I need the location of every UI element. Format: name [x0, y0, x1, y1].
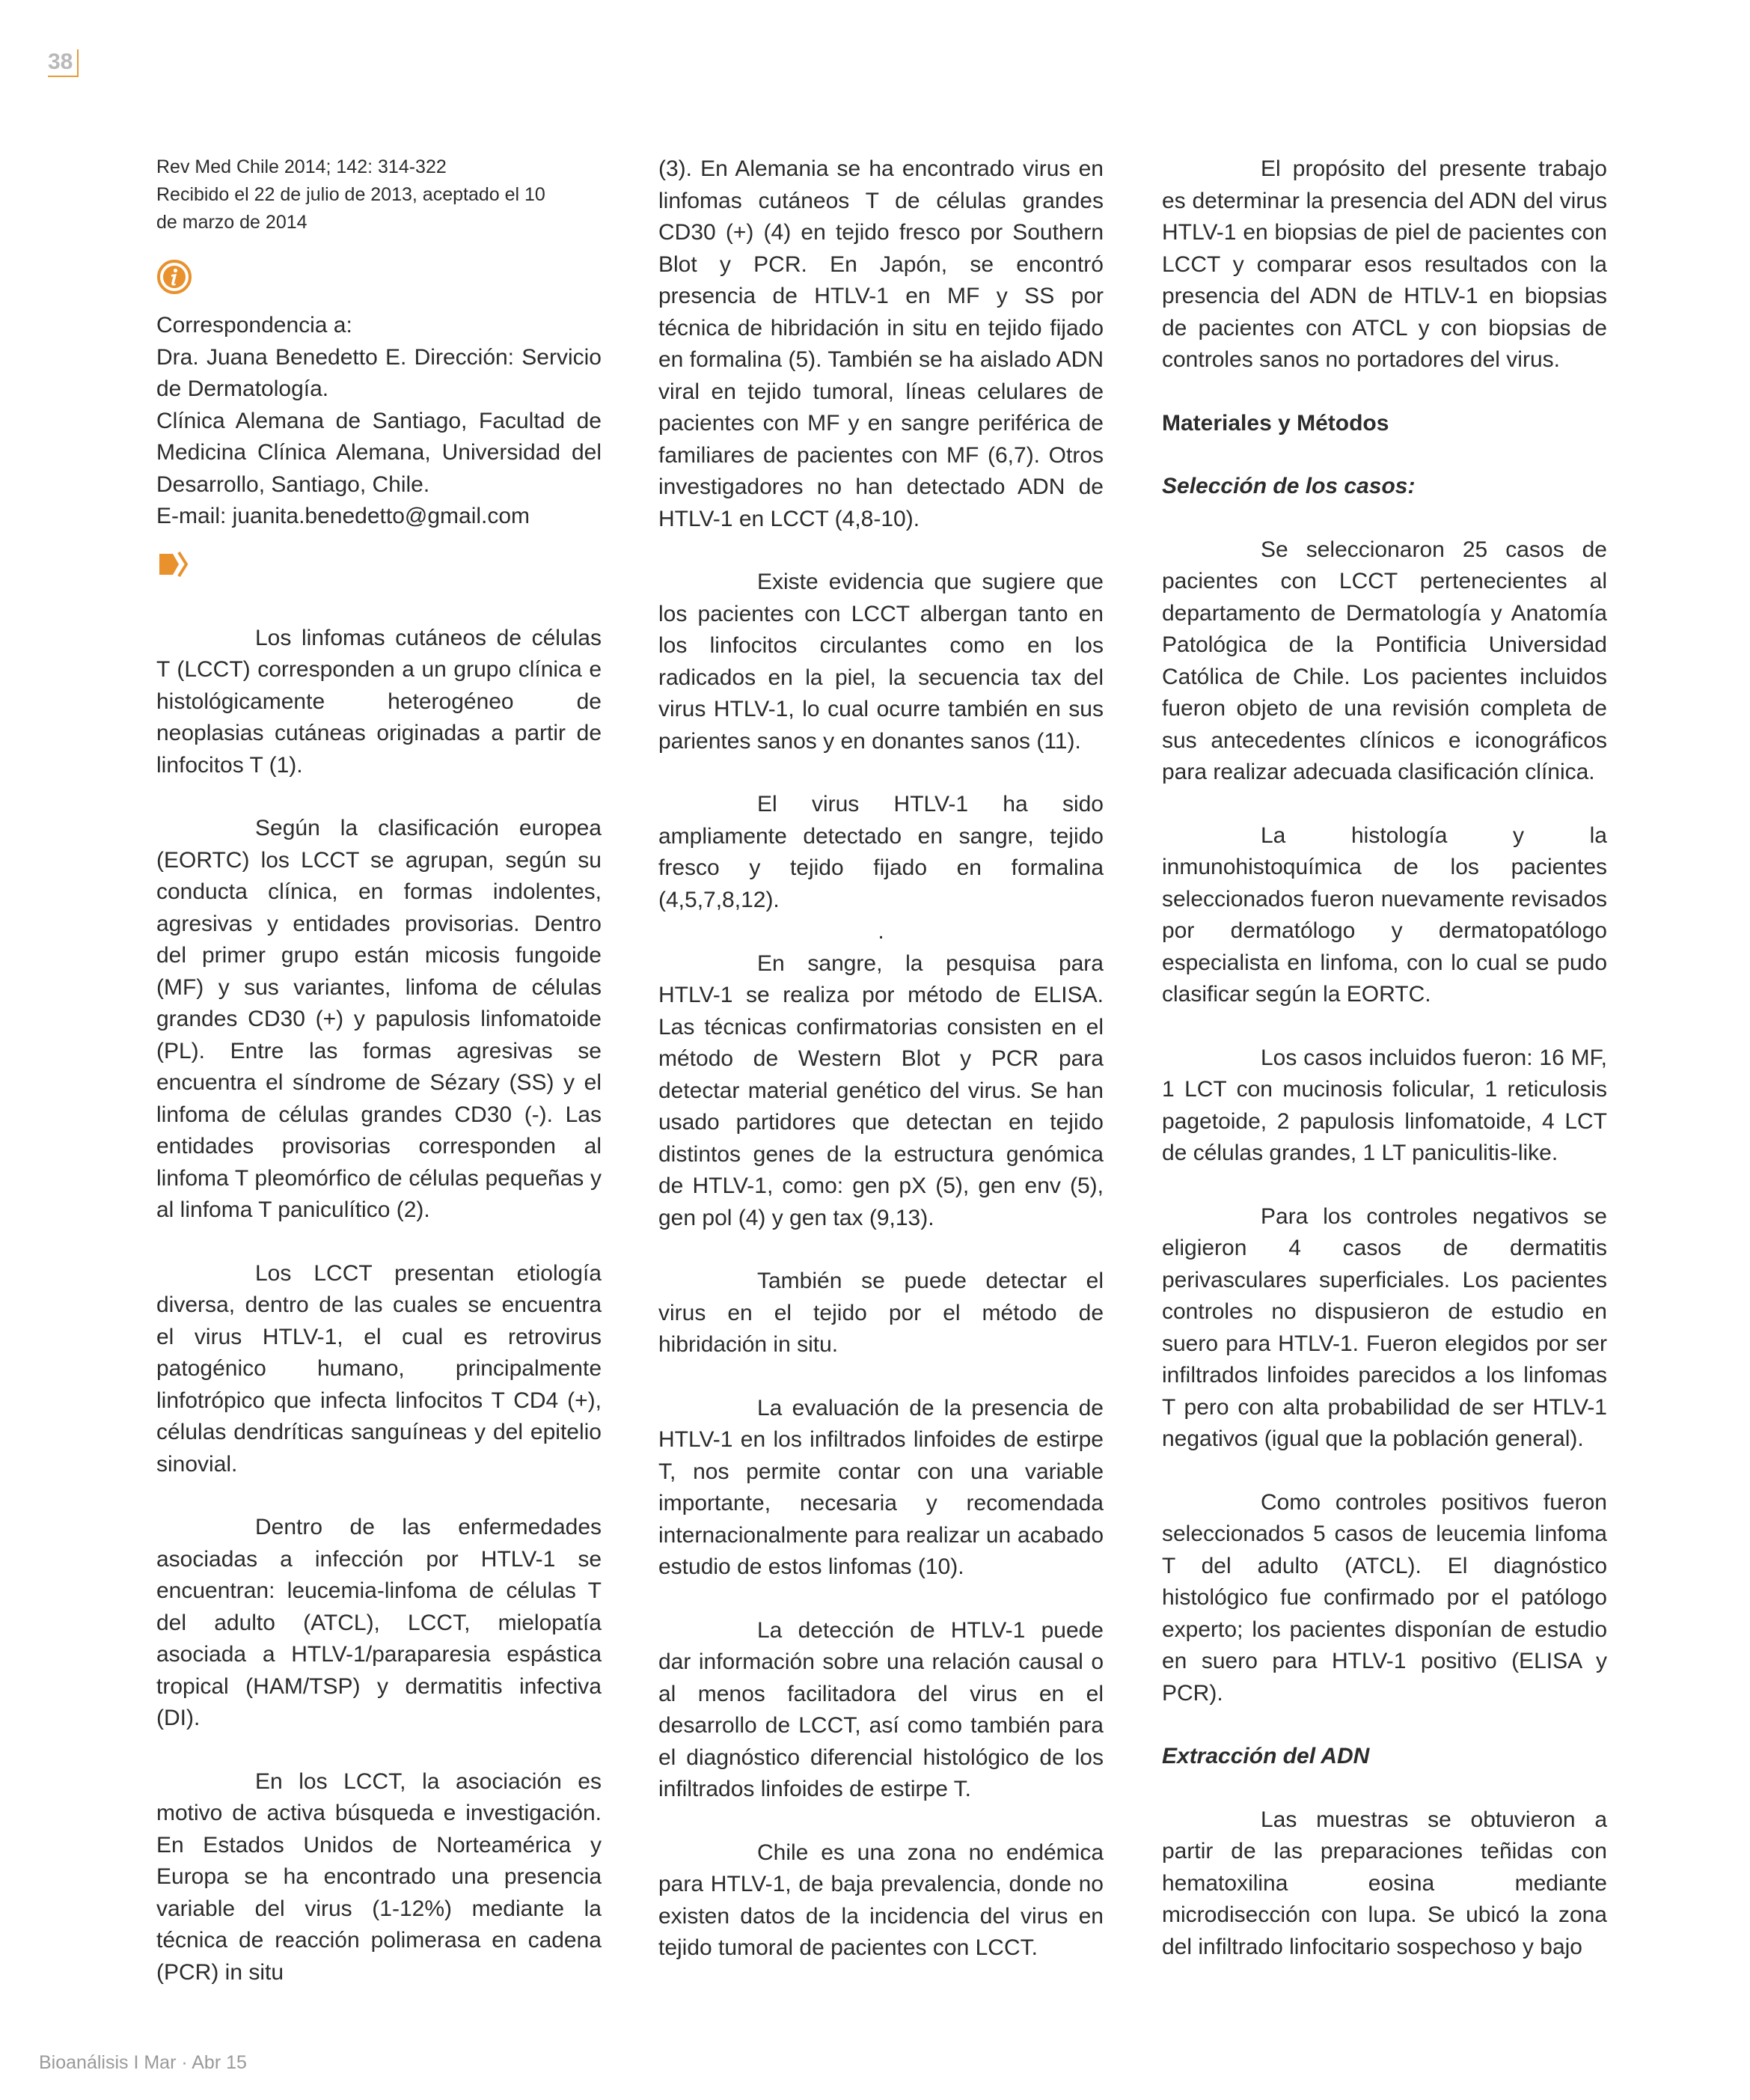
subheading-dna-extraction: Extracción del ADN: [1162, 1744, 1370, 1768]
section-heading-methods: Materiales y Métodos: [1162, 410, 1389, 436]
col3-paragraph-5: Para los controles negativos se eligieron 4 casos de dermatitis perivasculares superficiales. Los pacientes controles no dispusieron de estudio en suero para HTLV-1. Fueron elegidos por ser infiltrados linfoides parecidos a los linfomas T pero con alta probabilidad de ser HTLV-1 negativos (igual que la población general).: [1162, 1203, 1607, 1451]
col2-paragraph-6: La evaluación de la presencia de HTLV-1 en los infiltrados linfoides de estirpe T, nos permite contar con una variable importante, necesaria y recomendada internacionalmente para realizar un acabado estudio de estos linfomas (10).: [658, 1395, 1104, 1579]
intro-paragraph-3: Los LCCT presentan etiología diversa, dentro de las cuales se encuentra el virus HTLV-1, el cual es retrovirus patogénico humano, principalmente linfotrópico que infecta linfocitos T CD4 (+), células dendríticas sanguíneas y del epitelio sinovial.: [156, 1260, 602, 1477]
col3-paragraph-7: Las muestras se obtuvieron a partir de las preparaciones teñidas con hematoxilina eosina mediante microdisección con lupa. Se ubicó la zona del infiltrado linfocitario sospechoso y bajo: [1162, 1807, 1607, 1959]
page-footer: Bioanálisis I Mar · Abr 15: [39, 2052, 247, 2073]
col2-paragraph-8: Chile es una zona no endémica para HTLV-1, de baja prevalencia, donde no existen datos de la incidencia del virus en tejido tumoral de pacientes con LCCT.: [658, 1840, 1104, 1960]
received-date-line-1: Recibido el 22 de julio de 2013, aceptado el 10: [156, 184, 545, 205]
info-circle-icon: [156, 259, 192, 295]
column-3: [1162, 153, 1607, 1994]
correspondence-label: Correspondencia a:: [156, 313, 352, 338]
col2-paragraph-5: También se puede detectar el virus en el tejido por el método de hibridación in situ.: [658, 1269, 1104, 1357]
intro-paragraph-5: En los LCCT, la asociación es motivo de activa búsqueda e investigación. En Estados Unidos de Norteamérica y Europa se ha encontrado una presencia variable del virus (1-12%) mediante la técnica de reacción polimerasa en cadena (PCR) in situ: [156, 1768, 602, 1985]
page-number: 38: [48, 49, 79, 77]
col3-paragraph-purpose: El propósito del presente trabajo es determinar la presencia del ADN del virus HTLV-1 en biopsias de piel de pacientes con LCCT y comparar esos resultados con la presencia del ADN de HTLV-1 en biopsias de pacientes con ATCL y con biopsias de controles sanos no portadores del virus.: [1162, 156, 1607, 372]
correspondence-author: Dra. Juana Benedetto E. Dirección: Servicio de Dermatología.: [156, 344, 602, 401]
col3-paragraph-6: Como controles positivos fueron seleccionados 5 casos de leucemia linfoma T del adulto (ATCL). El diagnóstico histológico fue confirmado por el patólogo experto; los pacientes disponían de estudio en suero para HTLV-1 positivo (ELISA y PCR).: [1162, 1489, 1607, 1706]
col2-paragraph-7: La detección de HTLV-1 puede dar información sobre una relación causal o al menos facilitadora del virus en el desarrollo de LCCT, así como también para el diagnóstico diferencial histológico de los infiltrados linfoides de estirpe T.: [658, 1617, 1104, 1801]
column-2: [658, 153, 1104, 1996]
article-meta: [156, 153, 602, 236]
col3-paragraph-3: La histología y la inmunohistoquímica de los pacientes seleccionados fueron nuevamente revisados por dermatólogo y dermatopatólogo especialista en linfoma, con lo cual se pudo clasificar según la EORTC.: [1162, 822, 1607, 1007]
intro-paragraph-2: Según la clasificación europea (EORTC) los LCCT se agrupan, según su conducta clínica, en formas indolentes, agresivas y entidades provisorias. Dentro del primer grupo están micosis fungoide (MF) y sus variantes, linfoma de células grandes CD30 (+) y papulosis linfomatoide (PL). Entre las formas agresivas se encuentra el síndrome de Sézary (SS) y el linfoma de células grandes CD30 (-). Las entidades provisorias corresponden al linfoma T pleomórfico de células pequeñas y al linfoma T paniculítico (2).: [156, 816, 602, 1222]
col2-paragraph-3: El virus HTLV-1 ha sido ampliamente detectado en sangre, tejido fresco y tejido fijado en formalina (4,5,7,8,12).: [658, 792, 1104, 912]
col2-paragraph-4: En sangre, la pesquisa para HTLV-1 se realiza por método de ELISA. Las técnicas confirmatorias consisten en el método de Western Blot y PCR para detectar material genético del virus. Se han usado partidores que detectan en tejido distintos genes de la estructura genómica de HTLV-1, como: gen pX (5), gen env (5), gen pol (4) y gen tax (9,13).: [658, 950, 1104, 1230]
col2-paragraph-2: Existe evidencia que sugiere que los pacientes con LCCT albergan tanto en los linfocitos circulantes como en los radicados en la piel, la secuencia tax del virus HTLV-1, lo cual ocurre también en sus parientes sanos y en donantes sanos (11).: [658, 570, 1104, 754]
chevron-arrow-icon: [156, 546, 192, 582]
intro-paragraph-4: Dentro de las enfermedades asociadas a infección por HTLV-1 se encuentran: leucemia-linfoma de células T del adulto (ATCL), LCCT, mielopatía asociada a HTLV-1/paraparesia espástica tropical (HAM/TSP) y dermatitis infectiva (DI).: [156, 1515, 602, 1730]
journal-citation: Rev Med Chile 2014; 142: 314-322: [156, 156, 447, 177]
subheading-case-selection: Selección de los casos:: [1162, 474, 1416, 498]
col3-paragraph-2: Se seleccionaron 25 casos de pacientes con LCCT pertenecientes al departamento de Dermatología y Anatomía Patológica de la Pontificia Universidad Católica de Chile. Los pacientes incluidos fueron objeto de una revisión completa de sus antecedentes clínicos e iconográficos para realizar adecuada clasificación clínica.: [1162, 537, 1607, 784]
col2-paragraph-1: (3). En Alemania se ha encontrado virus en linfomas cutáneos T de células grandes CD30 (+) (4) en tejido fresco por Southern Blot y PCR. En Japón, se encontró presencia de HTLV-1 en MF y SS por técnica de hibridación in situ en tejido fijado en formalina (5). También se ha aislado ADN viral en tejido tumoral, líneas celulares de pacientes con MF y en sangre periférica de familiares de pacientes con MF (6,7). Otros investigadores no han detectado ADN de HTLV-1 en LCCT (4,8-10).: [658, 156, 1104, 531]
correspondence-email[interactable]: E-mail: juanita.benedetto@gmail.com: [156, 504, 530, 528]
correspondence-address: Clínica Alemana de Santiago, Facultad de Medicina Clínica Alemana, Universidad del Desarrollo, Santiago, Chile.: [156, 408, 602, 497]
column-1: [156, 153, 602, 2020]
received-date-line-2: de marzo de 2014: [156, 212, 308, 233]
col3-paragraph-4: Los casos incluidos fueron: 16 MF, 1 LCT con mucinosis folicular, 1 reticulosis pagetoide, 2 papulosis linfomatoide, 4 LCT de células grandes, 1 LT paniculitis-like.: [1162, 1045, 1607, 1165]
correspondence-block: [156, 310, 602, 533]
intro-paragraph-1: Los linfomas cutáneos de células T (LCCT) corresponden a un grupo clínica e histológicamente heterogéneo de neoplasias cutáneas originadas a partir de linfocitos T (1).: [156, 625, 602, 778]
col2-separator-dot: .: [878, 919, 884, 944]
